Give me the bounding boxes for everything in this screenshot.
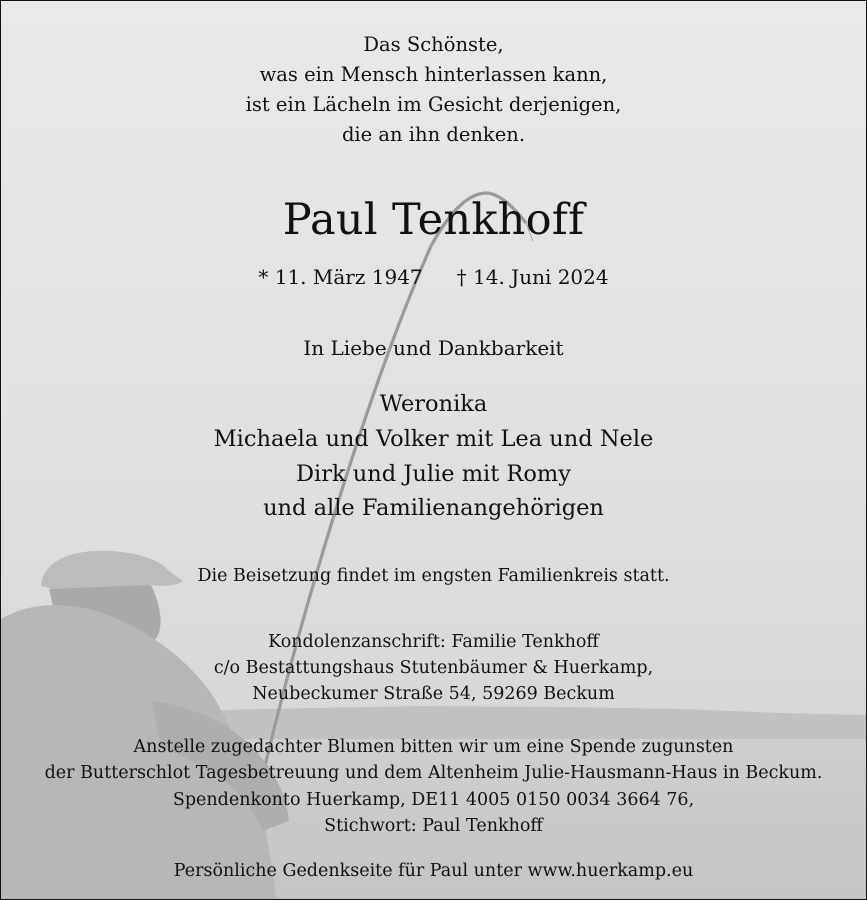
death-date: † 14. Juni 2024 bbox=[456, 265, 609, 289]
family-line-4: und alle Familienangehörigen bbox=[263, 495, 604, 521]
family-line-1: Weronika bbox=[379, 391, 488, 417]
condolence-line-3: Neubeckumer Straße 54, 59269 Beckum bbox=[252, 684, 615, 704]
quote-line-2: was ein Mensch hinterlassen kann, bbox=[259, 63, 608, 86]
donation-line-4: Stichwort: Paul Tenkhoff bbox=[324, 816, 543, 836]
deceased-name: Paul Tenkhoff bbox=[282, 195, 585, 245]
quote-line-3: ist ein Lächeln im Gesicht derjenigen, bbox=[245, 93, 622, 116]
birth-date: * 11. März 1947 bbox=[258, 265, 423, 289]
dedication: In Liebe und Dankbarkeit bbox=[303, 336, 564, 360]
quote-line-4: die an ihn denken. bbox=[341, 123, 526, 146]
condolence-line-2: c/o Bestattungshaus Stutenbäumer & Huerkamp, bbox=[213, 658, 654, 678]
notice-text bbox=[1, 1, 866, 899]
quote-line-1: Das Schönste, bbox=[363, 33, 504, 56]
life-dates bbox=[1, 265, 866, 289]
funeral-notice: Die Beisetzung findet im engsten Familienkreis statt. bbox=[197, 566, 670, 586]
donation-line-3: Spendenkonto Huerkamp, DE11 4005 0150 0034 3664 76, bbox=[172, 790, 695, 810]
donation-line-1: Anstelle zugedachter Blumen bitten wir um eine Spende zugunsten bbox=[133, 737, 734, 757]
donation-line-2: der Butterschlot Tagesbetreuung und dem Altenheim Julie-Hausmann-Haus in Beckum. bbox=[44, 763, 823, 783]
family-line-3: Dirk und Julie mit Romy bbox=[296, 461, 571, 487]
family-line-2: Michaela und Volker mit Lea und Nele bbox=[213, 426, 654, 452]
memorial-page-link: Persönliche Gedenkseite für Paul unter www.huerkamp.eu bbox=[173, 861, 694, 881]
condolence-line-1: Kondolenzanschrift: Familie Tenkhoff bbox=[268, 632, 599, 652]
